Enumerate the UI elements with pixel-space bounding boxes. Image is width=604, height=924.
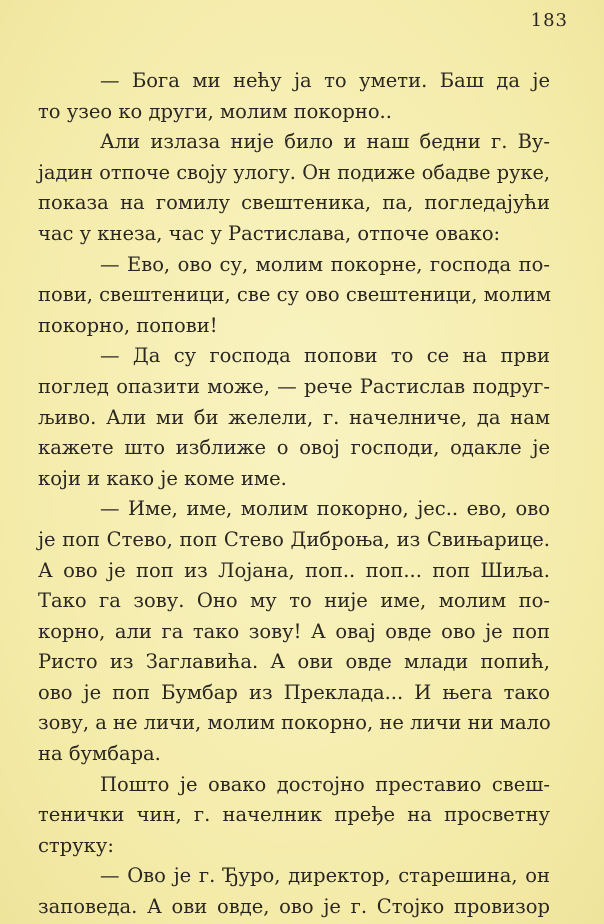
- text-line: Али излаза није било и наш бедни г. Ву-: [100, 130, 550, 154]
- text-line: пови, свештеници, све су ово свештеници, молим: [38, 283, 552, 307]
- text-line: Тако га зову. Оно му то није име, молим по-: [38, 589, 550, 613]
- text-line: час у кнеза, час у Растислава, отпоче овако:: [38, 221, 501, 245]
- text-line: Пошто је овако достојно преставио свеш-: [100, 772, 550, 796]
- text-line: показа на гомилу свештеника, па, погледајући: [38, 191, 550, 215]
- page-number: 183: [530, 10, 568, 31]
- text-line: то узео ко други, молим покорно..: [38, 99, 392, 123]
- text-line: корно, али га тако зову! А овај овде ово је поп: [38, 619, 550, 643]
- text-line: струку:: [38, 833, 114, 857]
- text-line: — Име, име, молим покорно, јес.. ево, ово: [100, 497, 550, 521]
- text-line: А ово је поп из Лојана, поп.. поп... поп Шиља.: [38, 558, 550, 582]
- text-line: — Ево, ово су, молим покорне, господа по-: [100, 252, 550, 276]
- text-line: — Ово је г. Ђуро, директор, старешина, он: [100, 864, 550, 888]
- text-line: тенички чин, г. начелник пређе на просветну: [38, 803, 550, 827]
- text-line: који и како је коме име.: [38, 466, 287, 490]
- text-line: поглед опазити може, — рече Растислав подруг-: [38, 374, 550, 398]
- text-line: Ристо из Заглавића. А ови овде млади попић,: [38, 650, 550, 674]
- text-line: — Бога ми нећу ја то умети. Баш да је: [100, 69, 550, 92]
- text-line: зову, а не личи, молим покорно, не личи ни мало: [38, 711, 551, 735]
- text-line: покорно, попови!: [38, 313, 218, 337]
- text-line: на бумбара.: [38, 742, 161, 766]
- text-line: ово је поп Бумбар из Преклада... И њега тако: [38, 680, 550, 704]
- body-text: [38, 66, 550, 923]
- text-line: — Да су господа попови то се на први: [100, 344, 550, 368]
- text-line: кажете што изближе о овој господи, одакле је: [38, 436, 550, 460]
- text-line: заповеда. А ови овде, ово је г. Стојко провизор: [38, 895, 550, 919]
- text-line: је поп Стево, поп Стево Диброња, из Свињарице.: [38, 527, 550, 551]
- text-line: љиво. Али ми би желели, г. начелниче, да нам: [38, 405, 550, 429]
- text-line: јадин отпоче своју улогу. Он подиже обадве руке,: [38, 160, 550, 184]
